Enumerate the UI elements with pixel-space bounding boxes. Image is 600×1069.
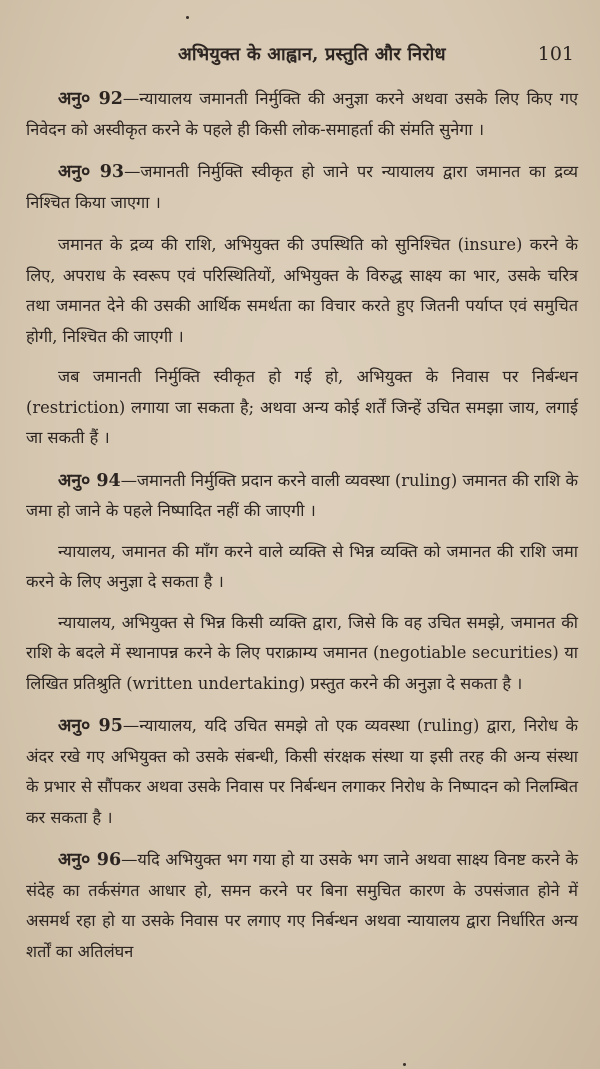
article-label: अनु० 92 xyxy=(58,89,123,109)
paragraph xyxy=(26,84,578,145)
paragraph-text: —न्यायालय जमानती निर्मुक्ति की अनुज्ञा करने अथवा उसके लिए किए गए निवेदन को अस्वीकृत करने के पहले ही किसी लोक-समाहर्ता की संमति सुनेगा । xyxy=(26,89,578,139)
paragraph xyxy=(26,845,578,967)
paragraph xyxy=(26,230,578,352)
body-text xyxy=(26,84,578,967)
paragraph-text: —जमानती निर्मुक्ति प्रदान करने वाली व्यवस्था (ruling) जमानत की राशि के जमा हो जाने के पहले निष्पादित नहीं की जाएगी । xyxy=(26,470,578,520)
page-number: 101 xyxy=(537,43,574,65)
article-label: अनु० 95 xyxy=(58,716,123,736)
paragraph-text: न्यायालय, जमानत की माँग करने वाले व्यक्ति से भिन्न व्यक्ति को जमानत की राशि जमा करने के लिए अनुज्ञा दे सकता है । xyxy=(26,541,578,591)
paragraph-text: जब जमानती निर्मुक्ति स्वीकृत हो गई हो, अभियुक्त के निवास पर निर्बन्धन (restriction) लगाया जा सकता है; अथवा अन्य कोई शर्तें जिन्हें उचित समझा जाय, लगाई जा सकती हैं । xyxy=(26,367,578,447)
chapter-title: अभियुक्त के आह्वान, प्रस्तुति और निरोध xyxy=(177,44,446,65)
paragraph xyxy=(26,537,578,598)
paragraph xyxy=(26,711,578,833)
paragraph-text: न्यायालय, अभियुक्त से भिन्न किसी व्यक्ति द्वारा, जिसे कि वह उचित समझे, जमानत की राशि के बदले में स्थानापन्न करने के लिए पराक्राम्य जमानत (negotiable securities) या लिखित प्रतिश्रुति (written undertaking) प्रस्तुत करने की अनुज्ञा दे सकता है । xyxy=(26,612,578,693)
paper-speck xyxy=(186,16,189,19)
paragraph xyxy=(26,362,578,454)
paragraph xyxy=(26,466,578,527)
paragraph xyxy=(26,608,578,700)
paragraph-text: —न्यायालय, यदि उचित समझे तो एक व्यवस्था (ruling) द्वारा, निरोध के अंदर रखे गए अभियुक्त को उसके संबन्धी, किसी संरक्षक संस्था या इसी तरह की अन्य संस्था के प्रभार से सौंपकर अथवा उसके निवास पर निर्बन्धन लगाकर निरोध के निष्पादन को निलम्बित कर सकता है । xyxy=(26,716,578,827)
paragraph-text: जमानत के द्रव्य की राशि, अभियुक्त की उपस्थिति को सुनिश्चित (insure) करने के लिए, अपराध के स्वरूप एवं परिस्थितियों, अभियुक्त के विरुद्ध साक्ष्य का भार, उसके चरित्र तथा जमानत देने की उसकी आर्थिक समर्थता का विचार करते हुए जितनी पर्याप्त एवं समुचित होगी, निश्चित की जाएगी । xyxy=(26,235,578,346)
page-header xyxy=(26,42,578,66)
paper-speck xyxy=(403,1063,406,1066)
article-label: अनु० 93 xyxy=(58,162,125,182)
article-label: अनु० 96 xyxy=(58,850,122,870)
paragraph-text: —यदि अभियुक्त भग गया हो या उसके भग जाने अथवा साक्ष्य विनष्ट करने के संदेह का तर्कसंगत आधार हो, समन करने पर बिना समुचित कारण के उपसंजात होने में असमर्थ रहा हो या उसके निवास पर लगाए गए निर्बन्धन अथवा न्यायालय द्वारा निर्धारित अन्य शर्तों का अतिलंघन xyxy=(26,850,578,961)
article-label: अनु० 94 xyxy=(58,470,121,491)
paragraph-text: —जमानती निर्मुक्ति स्वीकृत हो जाने पर न्यायालय द्वारा जमानत का द्रव्य निश्चित किया जाएगा । xyxy=(26,162,578,212)
paragraph xyxy=(26,157,578,218)
